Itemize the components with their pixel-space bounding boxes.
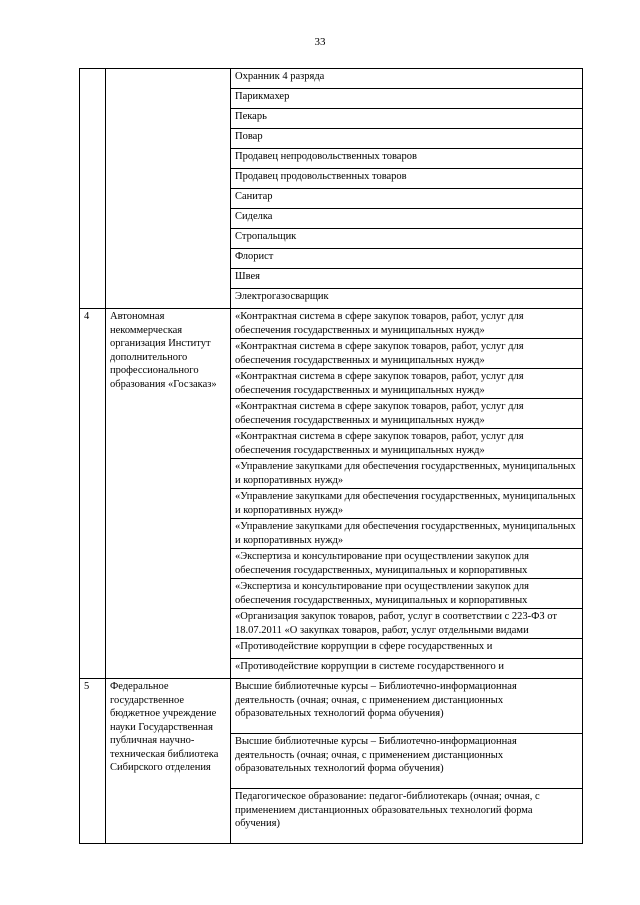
table-row: [80, 69, 583, 89]
course-cell: [231, 459, 583, 489]
table-row: [80, 309, 583, 339]
course-text: «Экспертиза и консультирование при осуществлении закупок для обеспечения государственных, муниципальных и корпоративных: [235, 551, 529, 576]
course-cell: Флорист: [231, 249, 583, 269]
course-text: «Контрактная система в сфере закупок товаров, работ, услуг для обеспечения государственных и муниципальных нужд»: [235, 371, 524, 396]
course-cell: Санитар: [231, 189, 583, 209]
course-cell: [231, 579, 583, 609]
row-number: 4: [80, 309, 106, 679]
course-text: «Контрактная система в сфере закупок товаров, работ, услуг для обеспечения государственных и муниципальных нужд»: [235, 311, 524, 336]
course-cell: [231, 339, 583, 369]
course-cell: [231, 369, 583, 399]
num-cell: [80, 69, 106, 309]
org-name: Автономная некоммерческая организация Институт дополнительного профессионального образования «Госзаказ»: [106, 309, 231, 679]
course-cell: Высшие библиотечные курсы – Библиотечно-информационная деятельность (очная; очная, с применением дистанционных образовательных технологий форма обучения): [231, 734, 583, 789]
row-number: 5: [80, 679, 106, 844]
org-name: Федеральное государственное бюджетное учреждение науки Государственная публичная научно-техническая библиотека Сибирского отделения: [106, 679, 231, 844]
course-cell: Высшие библиотечные курсы – Библиотечно-информационная деятельность (очная; очная, с применением дистанционных образовательных технологий форма обучения): [231, 679, 583, 734]
course-text: «Контрактная система в сфере закупок товаров, работ, услуг для обеспечения государственных и муниципальных нужд»: [235, 401, 524, 426]
course-cell: [231, 549, 583, 579]
course-text: «Управление закупками для обеспечения государственных, муниципальных и корпоративных нужд»: [235, 491, 576, 516]
course-text: «Управление закупками для обеспечения государственных, муниципальных и корпоративных нужд»: [235, 521, 576, 546]
course-text: «Экспертиза и консультирование при осуществлении закупок для обеспечения государственных, муниципальных и корпоративных: [235, 581, 529, 606]
course-text: «Контрактная система в сфере закупок товаров, работ, услуг для обеспечения государственных и муниципальных нужд»: [235, 341, 524, 366]
course-cell: Парикмахер: [231, 89, 583, 109]
course-cell: [231, 429, 583, 459]
course-cell: [231, 519, 583, 549]
course-cell: «Противодействие коррупции в системе государственного и: [231, 659, 583, 679]
org-cell: [106, 69, 231, 309]
course-cell: Охранник 4 разряда: [231, 69, 583, 89]
course-cell: Педагогическое образование: педагог-библиотекарь (очная; очная, с применением дистанционных образовательных технологий форма обучения): [231, 789, 583, 844]
course-cell: «Противодействие коррупции в сфере государственных и: [231, 639, 583, 659]
course-cell: [231, 309, 583, 339]
course-cell: Сиделка: [231, 209, 583, 229]
course-cell: Пекарь: [231, 109, 583, 129]
course-text: «Контрактная система в сфере закупок товаров, работ, услуг для обеспечения государственных и муниципальных нужд»: [235, 431, 524, 456]
course-cell: Швея: [231, 269, 583, 289]
course-text: «Управление закупками для обеспечения государственных, муниципальных и корпоративных нужд»: [235, 461, 576, 486]
course-cell: Продавец продовольственных товаров: [231, 169, 583, 189]
page-number: 33: [314, 36, 326, 48]
course-cell: Повар: [231, 129, 583, 149]
course-cell: [231, 489, 583, 519]
course-text: «Организация закупок товаров, работ, услуг в соответствии с 223-ФЗ от 18.07.2011 «О закупках товаров, работ, услуг отдельными видами: [235, 611, 557, 636]
table-row: [80, 679, 583, 734]
course-cell: Продавец непродовольственных товаров: [231, 149, 583, 169]
course-cell: Стропальщик: [231, 229, 583, 249]
course-cell: [231, 399, 583, 429]
course-cell: Электрогазосварщик: [231, 289, 583, 309]
organizations-table: [79, 68, 583, 844]
course-cell: [231, 609, 583, 639]
